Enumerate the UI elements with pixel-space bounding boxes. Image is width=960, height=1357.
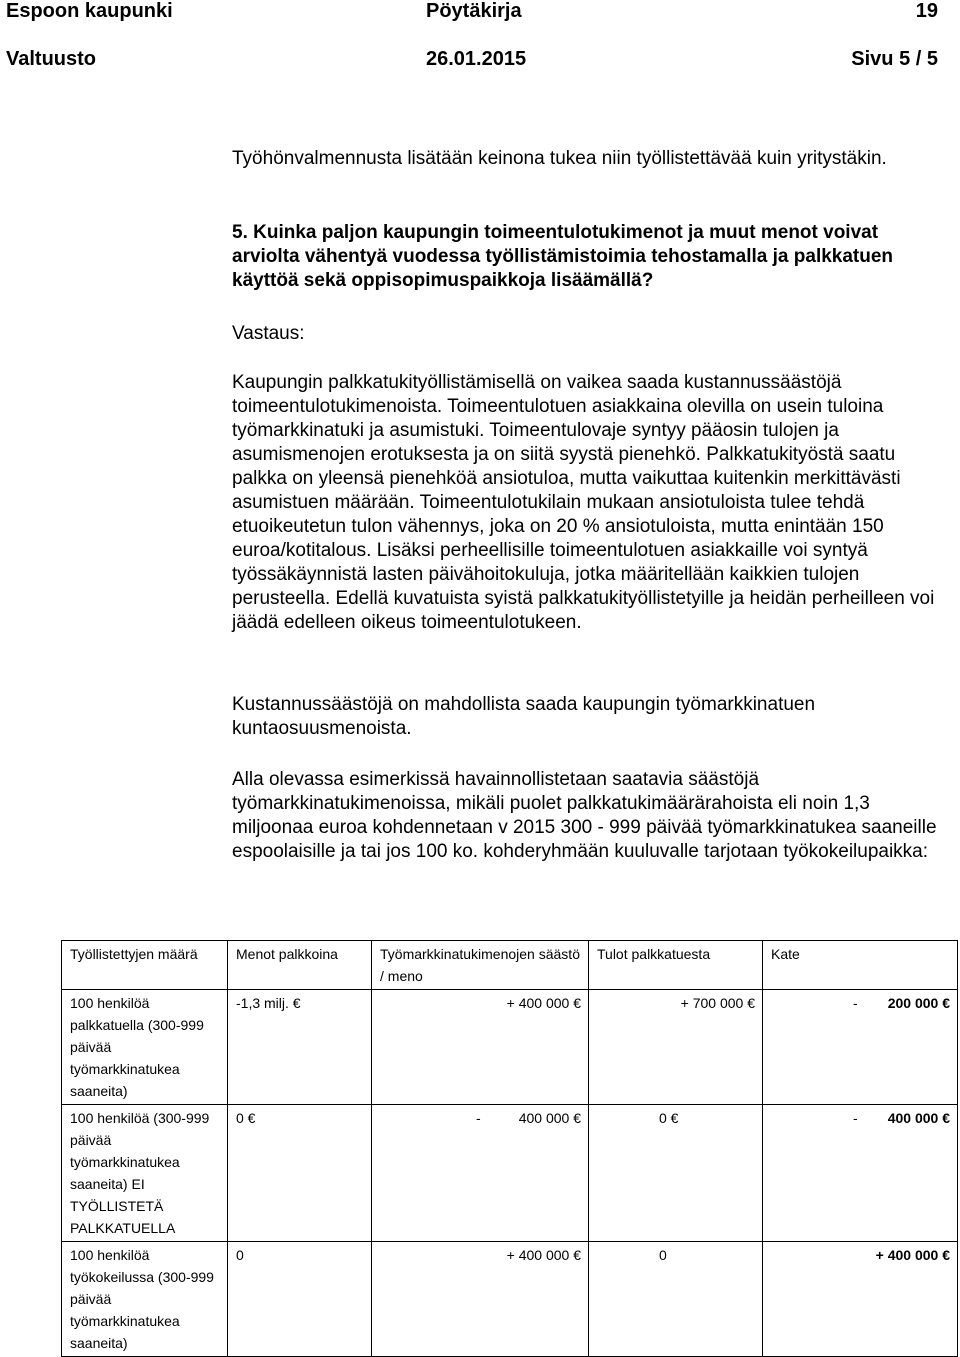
- header-cell: Tulot palkkatuesta: [589, 941, 763, 990]
- header-cell: Työllistettyjen määrä: [62, 941, 228, 990]
- meeting-date: 26.01.2015: [426, 48, 527, 70]
- menot-cell: 0 €: [228, 1105, 372, 1242]
- row-label: 100 henkilöä työkokeilussa (300-999 päivää työmarkkinatukea saaneita): [62, 1242, 228, 1357]
- kate-cell: - 400 000 €: [763, 1105, 958, 1242]
- doc-type: Pöytäkirja: [426, 0, 522, 22]
- table-row: [62, 1105, 958, 1242]
- saasto-cell: + 400 000 €: [372, 990, 589, 1105]
- tulot-cell: 0 €: [589, 1105, 763, 1242]
- tulot-cell: 0: [589, 1242, 763, 1357]
- table-row: [62, 1242, 958, 1357]
- org-name: Espoon kaupunki: [6, 0, 173, 22]
- saasto-cell: + 400 000 €: [372, 1242, 589, 1357]
- header-cell: Kate: [763, 941, 958, 990]
- body-name: Valtuusto: [6, 48, 97, 70]
- menot-cell: -1,3 milj. €: [228, 990, 372, 1105]
- row-label: 100 henkilöä palkkatuella (300-999 päivää työmarkkinatukea saaneita): [62, 990, 228, 1105]
- question-paragraph: 5. Kuinka paljon kaupungin toimeentulotukimenot ja muut menot voivat arviolta vähentyä vuodessa työllistämistoimia tehostamalla ja palkkatuen käyttöä sekä oppisopimuspaikkoja lisäämällä?: [232, 222, 894, 291]
- header-cell: Työmarkkinatukimenojen säästö / meno: [372, 941, 589, 990]
- menot-cell: 0: [228, 1242, 372, 1357]
- answer-paragraph-2: Kustannussäästöjä on mahdollista saada kaupungin työmarkkinatuen kuntaosuusmenoista.: [232, 694, 816, 739]
- intro-paragraph: Työhönvalmennusta lisätään keinona tukea niin työllistettävää kuin yritystäkin.: [232, 148, 887, 169]
- answer-paragraph-3: Alla olevassa esimerkissä havainnollistetaan saatavia säästöjä työmarkkinatukimenoissa, mikäli puolet palkkatukimäärärahoista eli noin 1,3 miljoonaa euroa kohdennetaan v 2015 300 - 999 päivää työmarkkinatukea saaneille espoolaisille ja tai jos 100 ko. kohderyhmään kuuluvalle tarjotaan työkokeilupaikka:: [232, 769, 937, 862]
- row-label: 100 henkilöä (300-999 päivää työmarkkinatukea saaneita) EI TYÖLLISTETÄ PALKKATUELLA: [62, 1105, 228, 1242]
- saasto-cell: - 400 000 €: [372, 1105, 589, 1242]
- cost-table: [61, 940, 958, 1357]
- answer-paragraph-1: Kaupungin palkkatukityöllistämisellä on vaikea saada kustannussäästöjä toimeentulotukimenoista. Toimeentulotuen asiakkaina olevilla on usein tuloina työmarkkinatuki ja asumistuki. Toimeentulovaje syntyy pääosin tulojen ja asumismenojen erotuksesta ja on siitä syystä pienehkö. Palkkatukityöstä saatu palkka on yleensä pienehköä ansiotuloa, mutta vaikuttaa kuitenkin merkittävästi asumistuen määrään. Toimeentulotukilain mukaan ansiotuloista tulee tehdä etuoikeutetun tulon vähennys, joka on 20 % ansiotuloista, mutta enintään 150 euroa/kotitalous. Lisäksi perheellisille toimeentulotuen asiakkaille voi syntyä työssäkäynnistä lasten päivähoitokuluja, jotka määritellään kaikkien tulojen perusteella. Edellä kuvatuista syistä palkkatukityöllistetyille ja heidän perheilleen voi jäädä edelleen oikeus toimeentulotukeen.: [232, 372, 935, 633]
- header-cell: Menot palkkoina: [228, 941, 372, 990]
- answer-label: Vastaus:: [232, 323, 305, 344]
- kate-cell: + 400 000 €: [763, 1242, 958, 1357]
- tulot-cell: + 700 000 €: [589, 990, 763, 1105]
- table-row: [62, 990, 958, 1105]
- kate-cell: - 200 000 €: [763, 990, 958, 1105]
- page-number: Sivu 5 / 5: [851, 48, 938, 70]
- table-header-row: [62, 941, 958, 990]
- section-number: 19: [915, 0, 938, 22]
